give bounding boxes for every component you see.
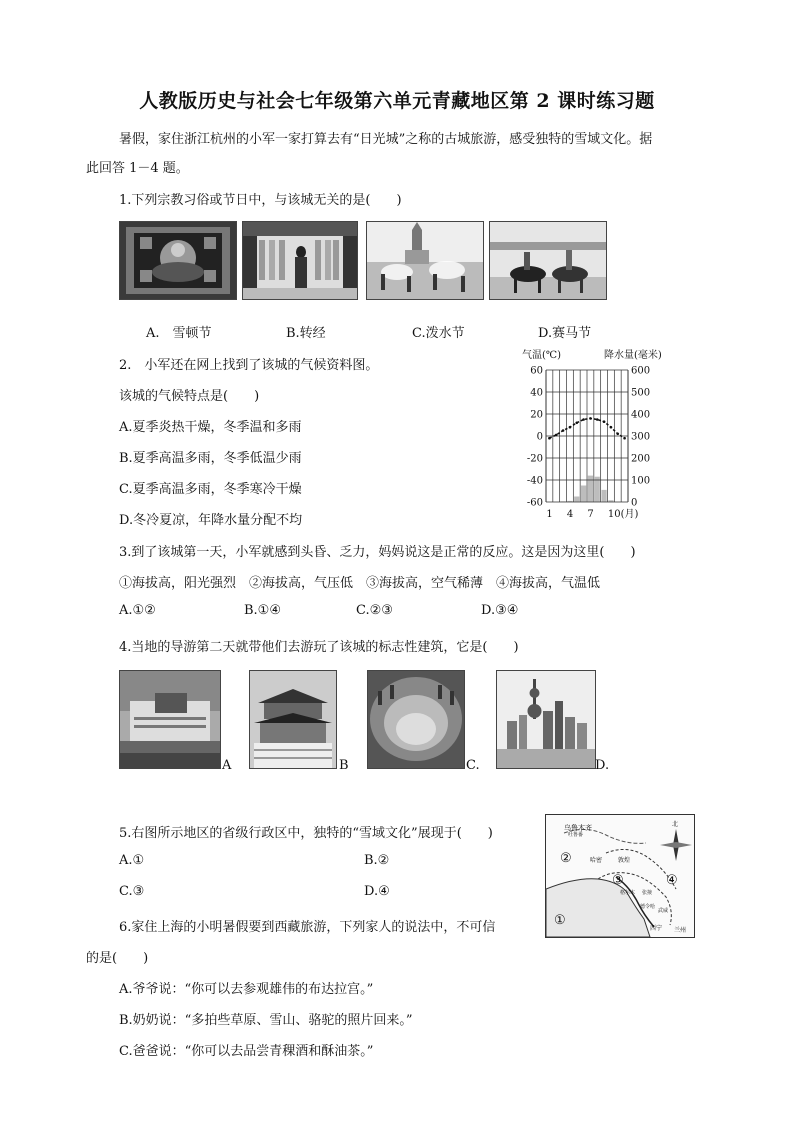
q1-photo-thangka (119, 221, 237, 300)
chart-tick-left: 60 (530, 365, 543, 377)
chart-tick-x: 7 (587, 509, 594, 520)
temperature-point (596, 418, 599, 421)
temperature-point (582, 418, 585, 421)
q6-stem: 6.家住上海的小明暑假要到西藏旅游，下列家人的说法中，不可信 (119, 920, 496, 935)
map-marker-1: ① (554, 913, 566, 928)
temperature-point (555, 434, 558, 437)
precip-bar (574, 497, 579, 503)
map-label-hami: 哈密 (590, 857, 603, 864)
q1-photo-prayer-wheels (242, 221, 358, 300)
q3-option-d: D.③④ (481, 603, 519, 618)
q5-stem: 5.右图所示地区的省级行政区中，独特的“雪域文化”展现于( ) (119, 826, 493, 841)
q5-option-b: B.② (364, 853, 390, 868)
q4-photo-colosseum (367, 670, 465, 769)
chart-tick-left: 20 (530, 409, 543, 421)
q2-option-d: D.冬冷夏凉，年降水量分配不均 (119, 513, 303, 528)
chart-tick-right: 400 (631, 409, 651, 421)
chart-tick-right: 300 (631, 431, 651, 443)
chart-tick-left: -20 (526, 453, 543, 465)
chart-tick-right: 600 (631, 365, 651, 377)
map-label-wuwei: 武威 (658, 908, 669, 914)
q2-option-b: B.夏季高温多雨，冬季低温少雨 (119, 451, 302, 466)
temperature-point (603, 420, 606, 423)
temperature-point (616, 433, 619, 436)
map-label-dunhuang: 敦煌 (618, 857, 631, 864)
q1-stem: 1.下列宗教习俗或节日中，与该城无关的是( ) (119, 193, 402, 208)
map-marker-4: ④ (666, 873, 678, 888)
precip-bar (581, 486, 586, 503)
chart-tick-left: -60 (526, 497, 543, 509)
intro-line-2: 此回答 1－4 题。 (86, 161, 189, 176)
q1-option-c: C.泼水节 (412, 326, 465, 341)
chart-tick-left: 0 (536, 431, 543, 443)
q4-photo-potala-palace (119, 670, 221, 769)
q1-photo-water-festival (366, 221, 484, 300)
map-label-north: 北 (672, 821, 679, 828)
map-marker-2: ② (560, 851, 572, 866)
q4-photo-shanghai-skyline (496, 670, 596, 769)
q5-option-a: A.① (119, 853, 145, 868)
q1-option-a: A. 雪顿节 (146, 326, 212, 341)
q3-option-a: A.①② (119, 603, 156, 618)
chart-tick-left: -40 (526, 475, 543, 487)
q1-option-d: D.赛马节 (538, 326, 592, 341)
q6-option-c: C.爸爸说：“你可以去品尝青稞酒和酥油茶。” (119, 1044, 374, 1059)
q3-stem: 3.到了该城第一天，小军就感到头昏、乏力，妈妈说这是正常的反应。这是因为这里( ) (119, 545, 636, 560)
region-map (545, 814, 695, 938)
q5-option-d: D.④ (364, 884, 390, 899)
temperature-point (562, 429, 565, 432)
climate-chart (516, 344, 686, 524)
chart-tick-x: 1 (546, 509, 553, 520)
q4-letter-c: C. (466, 758, 480, 773)
q2-sub: 该城的气候特点是( ) (119, 389, 260, 404)
map-label-lanzhou: 兰州 (674, 927, 687, 934)
map-label-xining: 西宁 (650, 925, 663, 932)
q4-letter-b: B (339, 758, 349, 773)
temperature-point (569, 426, 572, 429)
q2-option-c: C.夏季高温多雨，冬季寒冷干燥 (119, 482, 302, 497)
temperature-point (575, 422, 578, 425)
q2-option-a: A.夏季炎热干燥，冬季温和多雨 (119, 420, 302, 435)
q6-option-b: B.奶奶说：“多拍些草原、雪山、骆驼的照片回来。” (119, 1013, 413, 1028)
q3-choices: ①海拔高，阳光强烈 ②海拔高，气压低 ③海拔高，空气稀薄 ④海拔高，气温低 (119, 576, 601, 591)
q2-stem: 2. 小军还在网上找到了该城的气候资料图。 (119, 358, 379, 373)
q6-stem-cont: 的是( ) (86, 951, 149, 966)
q1-photo-horse-race (489, 221, 607, 300)
intro-line-1: 暑假，家住浙江杭州的小军一家打算去有“日光城”之称的古城旅游，感受独特的雪域文化。据 (119, 132, 653, 147)
q4-letter-a: A (222, 758, 232, 773)
precip-bar (595, 477, 600, 502)
map-label-golmud: 格尔木 (620, 890, 636, 896)
map-label-urumqi: 乌鲁木齐 (564, 824, 592, 832)
temperature-point (589, 417, 592, 420)
precip-bar (588, 476, 593, 502)
chart-ylabel-right: 降水量(毫米) (604, 350, 662, 361)
chart-tick-x: 4 (566, 509, 574, 520)
chart-ylabel-left: 气温(℃) (522, 350, 561, 361)
chart-tick-right: 0 (631, 497, 638, 509)
map-label-zhangye: 张掖 (642, 890, 653, 896)
map-label-turpan: 吐鲁番 (568, 832, 584, 838)
q5-option-c: C.③ (119, 884, 145, 899)
chart-tick-left: 40 (530, 387, 543, 399)
precip-bar (601, 490, 606, 502)
q1-option-b: B.转经 (286, 326, 326, 341)
map-marker-3: ③ (612, 873, 624, 888)
map-label-delingha: 德令哈 (640, 904, 656, 910)
chart-tick-right: 100 (631, 475, 651, 487)
chart-tick-right: 500 (631, 387, 651, 399)
temperature-point (623, 437, 626, 440)
q3-option-c: C.②③ (356, 603, 393, 618)
q3-option-b: B.①④ (244, 603, 281, 618)
temperature-point (610, 426, 613, 429)
page-title: 人教版历史与社会七年级第六单元青藏地区第 2 课时练习题 (139, 90, 655, 112)
q6-option-a: A.爷爷说：“你可以去参观雄伟的布达拉宫。” (119, 982, 374, 997)
q4-stem: 4.当地的导游第二天就带他们去游玩了该城的标志性建筑，它是( ) (119, 640, 519, 655)
chart-tick-right: 200 (631, 453, 651, 465)
temperature-point (548, 437, 551, 440)
climate-chart-svg (516, 344, 686, 524)
q4-photo-forbidden-city (249, 670, 337, 769)
q4-letter-d: D. (595, 758, 610, 773)
chart-tick-x: 10(月) (607, 509, 639, 520)
